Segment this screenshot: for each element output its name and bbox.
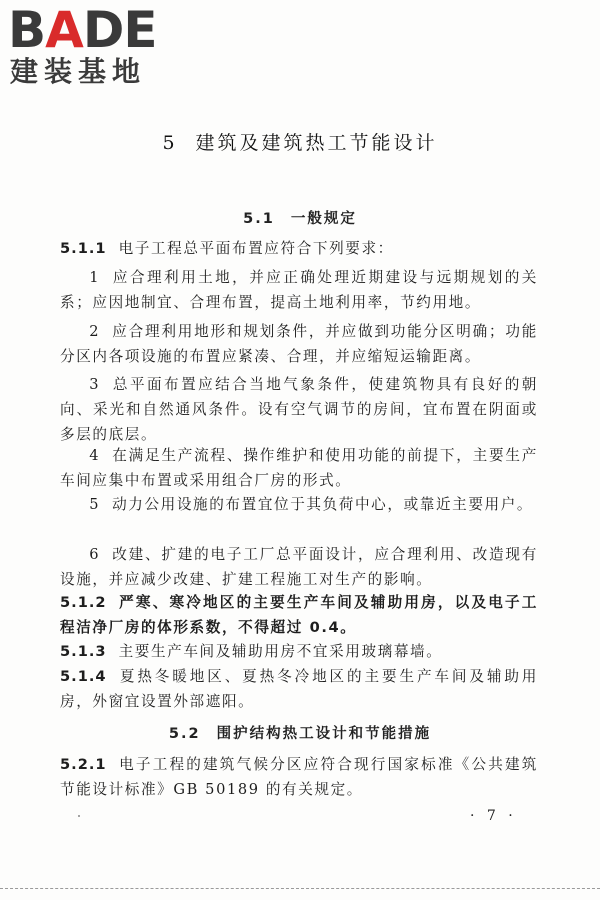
clause-number: 5.1.2 (60, 594, 107, 611)
bade-logo (8, 1, 178, 90)
chapter-number: 5 (162, 132, 178, 154)
clause-number: 5.1.3 (60, 643, 107, 660)
item-4 (60, 443, 538, 493)
chapter-title-text: 建筑及建筑热工节能设计 (195, 132, 438, 154)
section-title-text: 一般规定 (290, 211, 357, 227)
clause-text: 夏热冬暖地区、夏热冬冷地区的主要生产车间及辅助用房，外窗宜设置外部遮阳。 (60, 668, 538, 710)
item-text: 改建、扩建的电子工厂总平面设计，应合理利用、改造现有设施，并应减少改建、扩建工程施工对生产的影响。 (60, 546, 538, 588)
item-number: 4 (89, 447, 101, 464)
clause-text: 电子工程的建筑气候分区应符合现行国家标准《公共建筑节能设计标准》GB 50189 的有关规定。 (60, 756, 538, 798)
item-number: 5 (89, 496, 101, 513)
clause-number: 5.1.4 (60, 668, 107, 685)
bottom-edge-rule (0, 888, 600, 889)
clause-5-1-3 (60, 639, 538, 664)
clause-5-2-1 (60, 752, 538, 802)
clause-text: 电子工程总平面布置应符合下列要求： (118, 240, 394, 257)
item-text: 动力公用设施的布置宜位于其负荷中心，或靠近主要用户。 (112, 496, 534, 513)
scan-speck (78, 815, 80, 817)
clause-number: 5.2.1 (60, 756, 107, 773)
chapter-title (0, 128, 600, 155)
section-title-5-1 (0, 207, 600, 228)
page-number: · 7 · (470, 808, 517, 824)
item-number: 6 (89, 546, 101, 563)
item-5 (60, 492, 538, 517)
section-title-text: 围护结构热工设计和节能措施 (216, 726, 432, 742)
clause-5-1-4 (60, 664, 538, 714)
item-number: 1 (89, 269, 101, 286)
item-text: 应合理利用土地，并应正确处理近期建设与远期规划的关系；应因地制宜、合理布置，提高土地利用率，节约用地。 (60, 269, 538, 311)
item-number: 3 (89, 376, 101, 393)
clause-text: 严寒、寒冷地区的主要生产车间及辅助用房，以及电子工程洁净厂房的体形系数，不得超过 0.4。 (60, 594, 538, 636)
logo-wordmark (8, 1, 157, 59)
item-text: 应合理利用地形和规划条件，并应做到功能分区明确；功能分区内各项设施的布置应紧凑、合理，并应缩短运输距离。 (60, 323, 538, 365)
logo-subtitle: 建装基地 (10, 55, 147, 88)
item-6 (60, 542, 538, 592)
clause-5-1-2 (60, 590, 538, 640)
section-number: 5.2 (168, 726, 201, 742)
item-number: 2 (89, 323, 101, 340)
logo-letter-b: B (8, 1, 46, 59)
logo-letter-a: A (45, 1, 83, 59)
item-2 (60, 319, 538, 369)
item-3 (60, 372, 538, 447)
clause-number: 5.1.1 (60, 240, 107, 257)
section-number: 5.1 (243, 211, 275, 227)
logo-letters-de: DE (82, 1, 157, 59)
clause-text: 主要生产车间及辅助用房不宜采用玻璃幕墙。 (118, 643, 443, 660)
item-text: 总平面布置应结合当地气象条件，使建筑物具有良好的朝向、采光和自然通风条件。设有空气调节的房间，宜布置在阴面或多层的底层。 (60, 376, 538, 443)
clause-5-1-1 (60, 236, 538, 261)
section-title-5-2 (0, 722, 600, 743)
item-1 (60, 265, 538, 315)
item-text: 在满足生产流程、操作维护和使用功能的前提下，主要生产车间应集中布置或采用组合厂房的形式。 (60, 447, 538, 489)
